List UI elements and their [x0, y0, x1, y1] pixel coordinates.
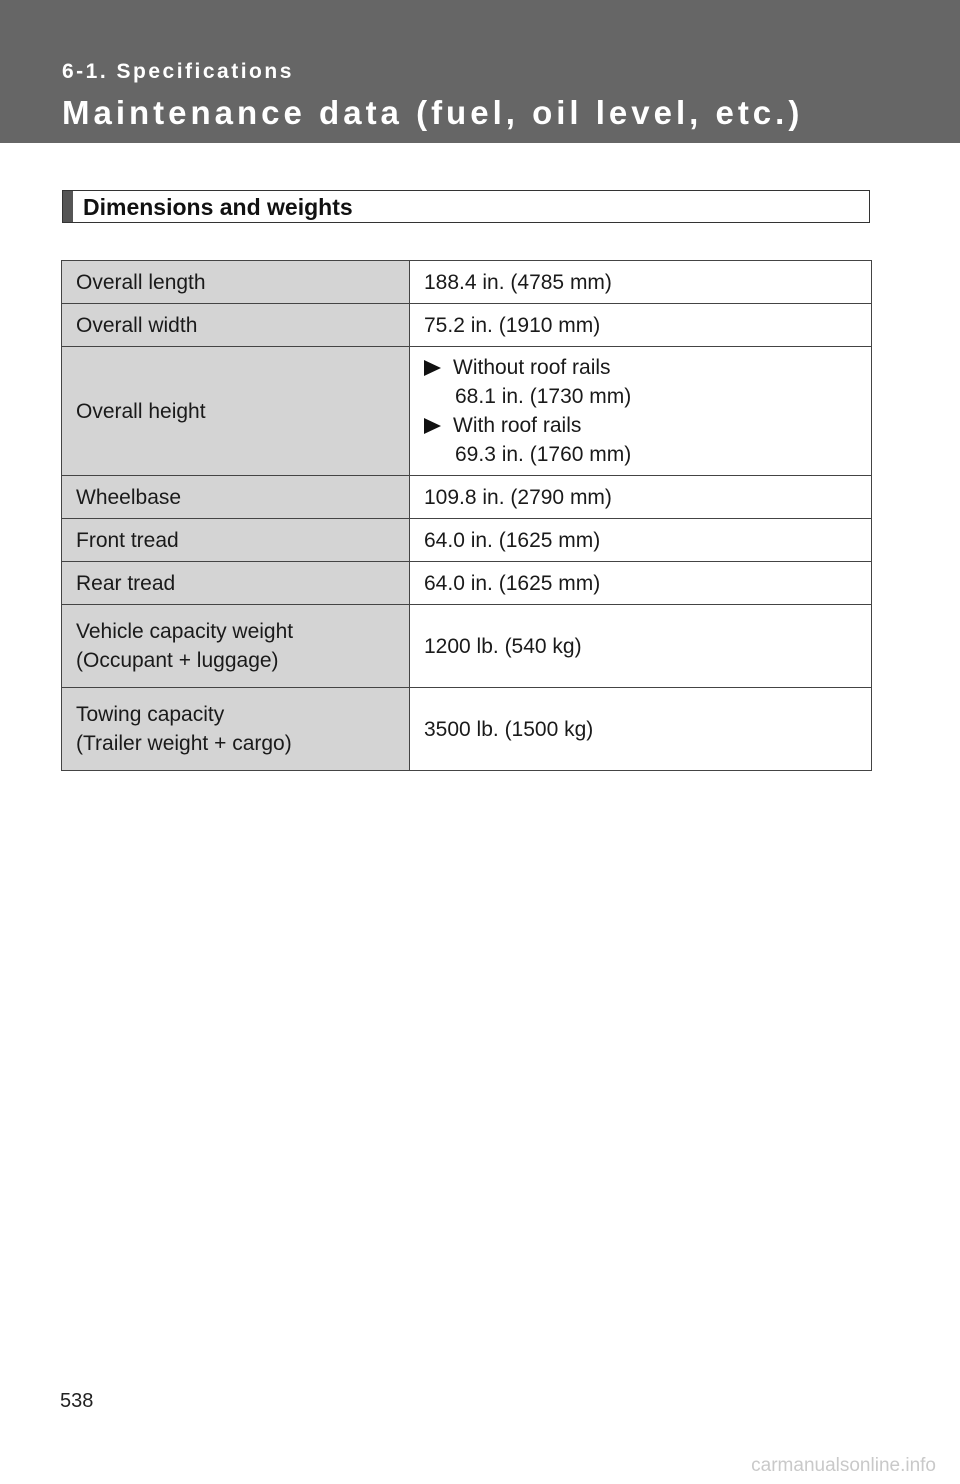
table-row [62, 304, 872, 347]
row-label: Overall length [62, 261, 410, 304]
subsection-bar [63, 191, 73, 222]
row-label: Overall height [62, 347, 410, 476]
watermark: carmanualsonline.info [751, 1455, 936, 1476]
table-row [62, 261, 872, 304]
page-header [0, 0, 960, 143]
row-value: 1200 lb. (540 kg) [410, 605, 872, 688]
row-value: 3500 lb. (1500 kg) [410, 688, 872, 771]
dimensions-table [61, 260, 872, 771]
row-label: Overall width [62, 304, 410, 347]
option-name: With roof rails [453, 414, 582, 437]
option-name: Without roof rails [453, 356, 611, 379]
row-value: 109.8 in. (2790 mm) [410, 476, 872, 519]
row-label-line: (Trailer weight + cargo) [76, 732, 292, 755]
row-value-options [410, 347, 872, 476]
row-value: 75.2 in. (1910 mm) [410, 304, 872, 347]
row-value: 64.0 in. (1625 mm) [410, 519, 872, 562]
triangle-bullet-icon [424, 360, 441, 376]
table-row [62, 562, 872, 605]
section-label: 6-1. Specifications [62, 60, 294, 83]
row-label [62, 605, 410, 688]
row-label: Front tread [62, 519, 410, 562]
page-title: Maintenance data (fuel, oil level, etc.) [62, 94, 804, 131]
table-row [62, 476, 872, 519]
row-value: 188.4 in. (4785 mm) [410, 261, 872, 304]
option-value: 69.3 in. (1760 mm) [455, 443, 632, 466]
row-label-line: (Occupant + luggage) [76, 649, 279, 672]
table-row [62, 605, 872, 688]
subsection-heading [62, 190, 870, 223]
option-value: 68.1 in. (1730 mm) [455, 385, 632, 408]
table-row [62, 519, 872, 562]
subsection-title: Dimensions and weights [83, 194, 353, 220]
row-label: Wheelbase [62, 476, 410, 519]
option-item [424, 353, 857, 382]
row-label: Rear tread [62, 562, 410, 605]
table-row [62, 688, 872, 771]
page-number: 538 [60, 1390, 94, 1412]
option-item [424, 411, 857, 440]
table-row [62, 347, 872, 476]
row-label-line: Vehicle capacity weight [76, 620, 294, 643]
row-value: 64.0 in. (1625 mm) [410, 562, 872, 605]
row-label-line: Towing capacity [76, 703, 225, 726]
row-label [62, 688, 410, 771]
triangle-bullet-icon [424, 418, 441, 434]
